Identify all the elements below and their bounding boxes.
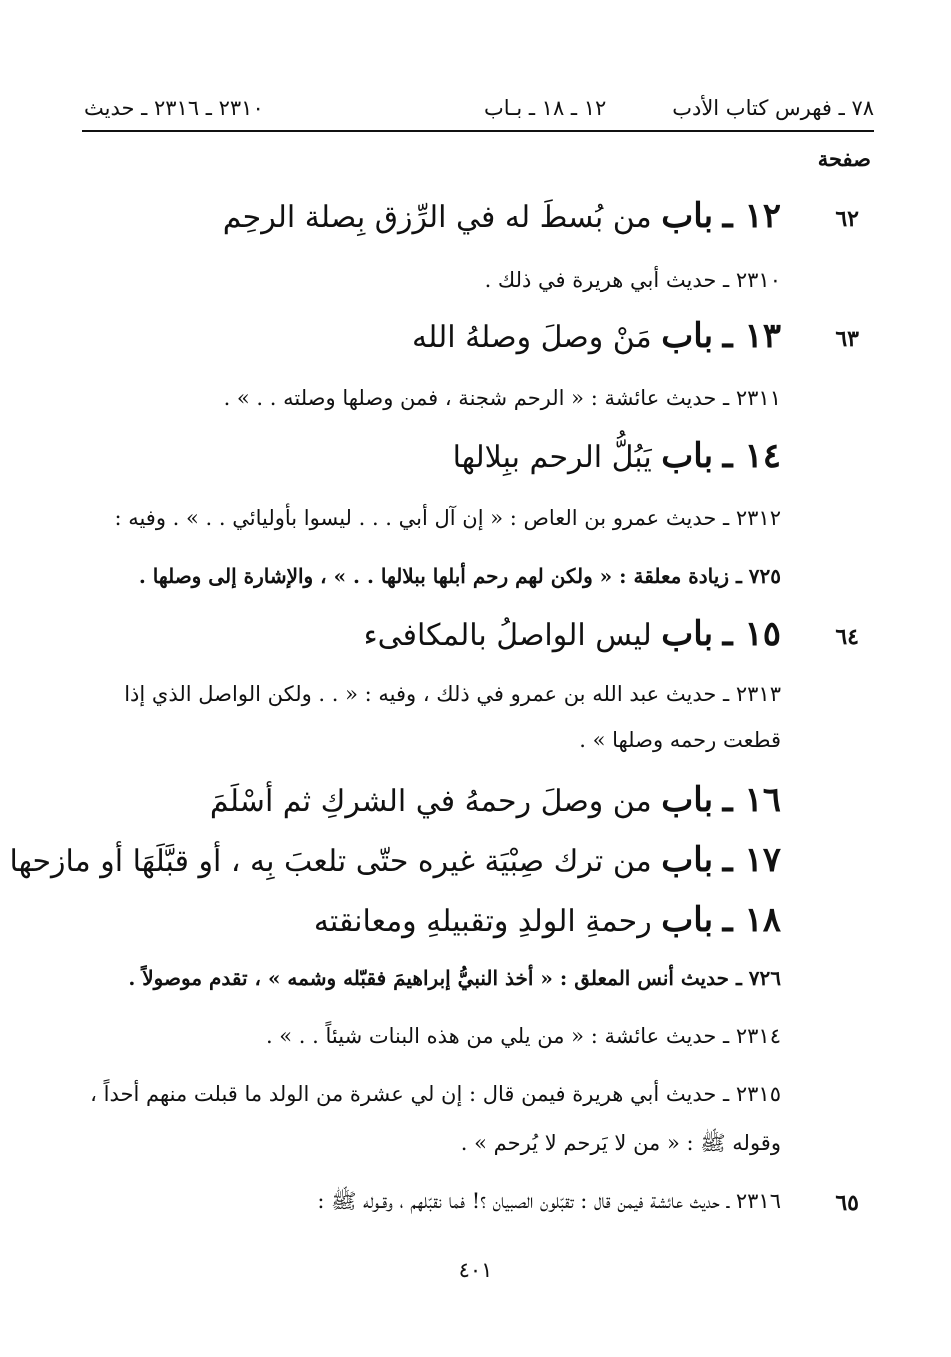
chapter-number: ١٣ ـ (722, 316, 781, 356)
chapter-number: ١٨ ـ (722, 900, 781, 940)
chapter-title: من بُسطَ له في الرِّزق بِصلة الرحِم (222, 200, 652, 235)
hadith-entry: ٧٢٦ ـ حديث أنس المعلق : « أخذ النبيُّ إبراهيمَ فقبّله وشمه » ، تقدم موصولاً . (128, 966, 781, 990)
running-header (84, 96, 874, 126)
hadith-entry: ٢٣١١ ـ حديث عائشة : « الرحم شجنة ، فمن وصلها وصلته . . » . (223, 386, 781, 410)
chapter-keyword: باب (661, 316, 714, 356)
chapter-number: ١٦ ـ (722, 780, 781, 820)
hadith-entry: ٢٣١٦ ـ حديث عائشة فيمن قال : تقبّلون الصبيان ؟! فما نقبّلهم ، وقـوله ﷺ : (317, 1189, 781, 1213)
chapter-keyword: باب (661, 840, 714, 880)
chapter-title: مَنْ وصلَ وصلهُ الله (412, 320, 652, 355)
page-ref: ٦٥ (835, 1190, 859, 1216)
hadith-entry-continued: وقوله ﷺ : « من لا يَرحم لا يُرحم » . (460, 1131, 781, 1155)
header-rule (82, 130, 874, 132)
chapter-number: ١٥ ـ (722, 614, 781, 654)
chapter-heading (364, 614, 781, 654)
chapter-keyword: باب (661, 780, 714, 820)
hadith-entry: ٧٢٥ ـ زيادة معلقة : « ولكن لهم رحم أبلها ببلالها . . » ، والإشارة إلى وصلها . (138, 564, 781, 588)
chapter-title: من وصلَ رحمهُ في الشركِ ثم أسْلَمَ (209, 784, 652, 819)
chapter-heading (412, 316, 781, 356)
chapter-title: ليس الواصلُ بالمكافىء (363, 618, 652, 653)
hadith-entry: ٢٣١٤ ـ حديث عائشة : « من يلي من هذه البنات شيئاً . . » . (265, 1024, 781, 1048)
chapter-title: يَبُلُّ الرحم ببِلالها (452, 440, 652, 475)
header-book-title: ٧٨ ـ فهرس كتاب الأدب (672, 96, 874, 120)
hadith-entry: ٢٣١٥ ـ حديث أبي هريرة فيمن قال : إن لي عشرة من الولد ما قبلت منهم أحداً ، (90, 1082, 781, 1106)
header-chapter-range: ١٢ ـ ١٨ ـ بـاب (484, 96, 607, 120)
chapter-keyword: باب (661, 436, 714, 476)
chapter-keyword: باب (661, 196, 714, 236)
header-hadith-range: ٢٣١٠ ـ ٢٣١٦ ـ حديث (84, 96, 264, 120)
chapter-heading (223, 196, 781, 236)
chapter-heading (10, 840, 781, 880)
chapter-keyword: باب (661, 614, 714, 654)
chapter-heading (210, 780, 781, 820)
chapter-heading (453, 436, 781, 476)
page-ref: ٦٣ (835, 326, 859, 352)
chapter-number: ١٢ ـ (722, 196, 781, 236)
page-ref: ٦٢ (835, 206, 859, 232)
page-column-header: صفحة (817, 146, 871, 171)
hadith-entry: ٢٣١٠ ـ حديث أبي هريرة في ذلك . (484, 268, 781, 292)
chapter-number: ١٧ ـ (722, 840, 781, 880)
hadith-entry: ٢٣١٣ ـ حديث عبد الله بن عمرو في ذلك ، وفيه : « . . ولكن الواصل الذي إذا (124, 682, 781, 706)
hadith-entry: ٢٣١٢ ـ حديث عمرو بن العاص : « إن آل أبي . . . ليسوا بأوليائي . . » . وفيه : (114, 506, 781, 530)
hadith-entry-continued: قطعت رحمه وصلها » . (579, 728, 781, 752)
chapter-number: ١٤ ـ (722, 436, 781, 476)
chapter-title: من ترك صِبْيَة غيره حتّى تلعبَ بِه ، أو قبَّلَهَا أو مازحها (9, 844, 652, 879)
page-ref: ٦٤ (835, 624, 859, 650)
page-number: ٤٠١ (458, 1258, 493, 1282)
chapter-heading (314, 900, 781, 940)
chapter-keyword: باب (661, 900, 714, 940)
chapter-title: رحمةِ الولدِ وتقبيلهِ ومعانقته (313, 904, 652, 939)
